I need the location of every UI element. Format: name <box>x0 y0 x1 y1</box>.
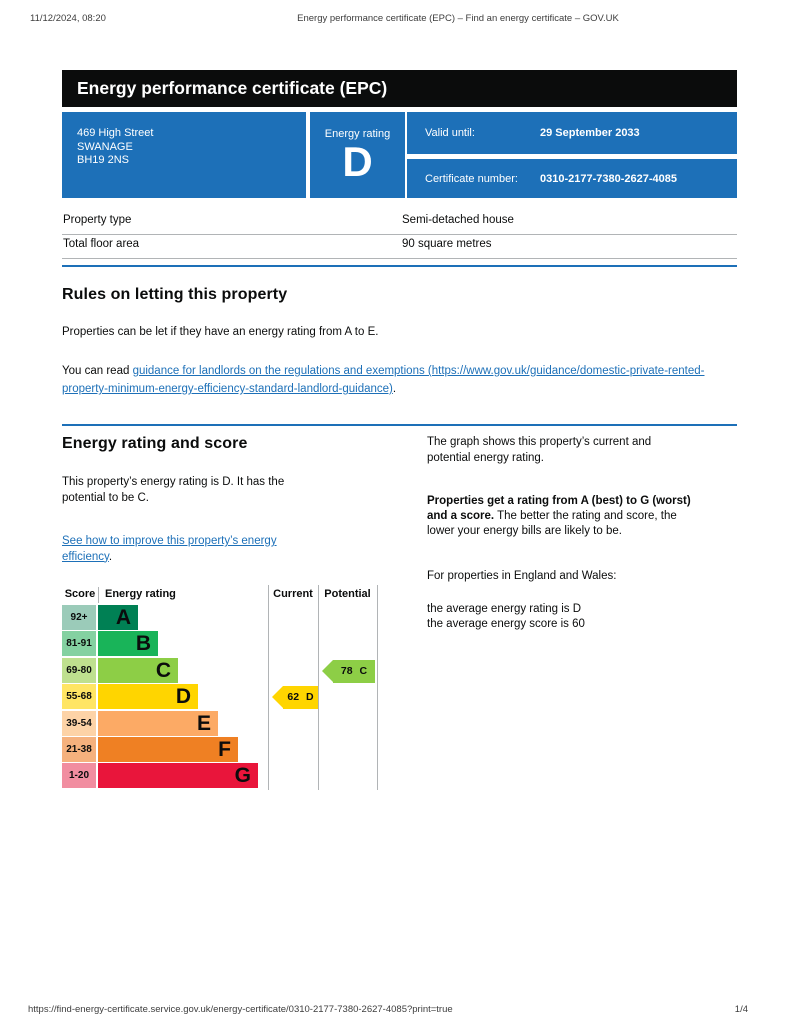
table-row <box>62 234 737 259</box>
address-line-1: 469 High Street <box>77 127 154 139</box>
potential-band: C <box>359 665 368 677</box>
rating-bar-c: C <box>98 658 178 683</box>
current-rating-arrow <box>272 686 318 709</box>
score-range-cell: 81-91 <box>62 631 96 656</box>
section-divider <box>62 424 737 426</box>
rating-summary-line2: potential to be C. <box>62 491 149 504</box>
rating-band-row-b <box>62 631 380 656</box>
chart-potential-header: Potential <box>324 588 371 600</box>
chart-rating-header: Energy rating <box>105 588 176 600</box>
average-rating-line: the average energy rating is D <box>427 603 582 615</box>
rating-band-row-a <box>62 605 380 630</box>
score-range-cell: 69-80 <box>62 658 96 683</box>
improve-efficiency-link[interactable]: See how to improve this property’s energy <box>62 535 277 547</box>
rating-explainer-bold2: and a score. <box>427 509 495 522</box>
graph-intro-line2: potential energy rating. <box>427 451 544 464</box>
valid-until-label: Valid until: <box>425 127 475 139</box>
rating-bar-f: F <box>98 737 238 762</box>
section-divider <box>62 265 737 267</box>
certificate-number-value: 0310-2177-7380-2627-4085 <box>540 172 678 185</box>
rating-explainer-bold1: Properties get a rating from A (best) to G (worst) <box>427 495 691 507</box>
floor-area-value: 90 square metres <box>402 238 492 250</box>
chart-current-header: Current <box>273 588 313 600</box>
graph-intro-paragraph <box>427 435 742 466</box>
potential-score: 78 <box>340 665 353 677</box>
rating-bar-d: D <box>98 684 198 709</box>
rating-bands <box>62 605 380 790</box>
certificate-banner-title: Energy performance certificate (EPC) <box>77 78 388 98</box>
chart-score-header: Score <box>64 588 96 600</box>
current-band: D <box>306 691 314 704</box>
rating-band-row-e <box>62 711 380 736</box>
table-row <box>62 210 737 235</box>
chart-header-divider <box>98 587 99 603</box>
property-address-box <box>62 112 306 198</box>
rules-guidance-suffix: . <box>392 383 397 395</box>
rating-bar-b: B <box>98 631 158 656</box>
current-arrow-tip-icon <box>272 686 283 708</box>
score-range-cell: 21-38 <box>62 737 96 762</box>
rules-heading: Rules on letting this property <box>62 286 288 303</box>
improve-efficiency-link-line2[interactable]: efficiency <box>62 550 109 563</box>
rating-band-row-d <box>62 684 380 709</box>
rating-summary-paragraph <box>62 475 342 506</box>
property-type-value: Semi-detached house <box>402 214 514 226</box>
score-range-cell: 1-20 <box>62 763 96 788</box>
address-line-3: BH19 2NS <box>77 154 129 166</box>
rules-guidance-prefix: You can read <box>62 365 133 377</box>
potential-arrow-tip-icon <box>322 660 333 682</box>
certificate-number-label: Certificate number: <box>425 172 518 185</box>
rating-bar-a: A <box>98 605 138 630</box>
print-page-title: Energy performance certificate (EPC) – Find an energy certificate – GOV.UK <box>297 13 619 24</box>
rating-explainer-rest: The better the rating and score, the <box>494 509 677 522</box>
rating-band-row-g <box>62 763 380 788</box>
rules-paragraph: Properties can be let if they have an energy rating from A to E. <box>62 326 379 338</box>
rating-explainer-line3: lower your energy bills are likely to be. <box>427 524 622 537</box>
certificate-banner <box>62 70 737 107</box>
average-rating-paragraph <box>427 602 742 632</box>
potential-rating-arrow <box>322 660 375 683</box>
rating-explainer-paragraph <box>427 494 747 538</box>
improve-efficiency-link-block <box>62 534 342 565</box>
rating-bar-g: G <box>98 763 258 788</box>
current-score: 62 <box>287 691 300 704</box>
floor-area-label: Total floor area <box>63 238 140 250</box>
property-type-label: Property type <box>63 214 132 226</box>
epc-rating-chart <box>62 585 380 791</box>
energy-rating-box <box>310 112 405 198</box>
energy-rating-value: D <box>342 138 373 185</box>
valid-until-value: 29 September 2033 <box>540 127 640 139</box>
average-score-line: the average energy score is 60 <box>427 617 585 630</box>
score-range-cell: 55-68 <box>62 684 96 709</box>
certificate-summary <box>62 112 737 198</box>
print-footer-url: https://find-energy-certificate.service.gov.uk/energy-certificate/0310-2177-7380-2627-4085?print=true <box>28 1004 453 1015</box>
energy-rating-label: Energy rating <box>324 128 391 140</box>
rating-bar-e: E <box>98 711 218 736</box>
valid-until-box <box>407 112 737 154</box>
graph-intro-line1: The graph shows this property’s current and <box>427 436 652 448</box>
england-wales-paragraph: For properties in England and Wales: <box>427 570 617 582</box>
rating-band-row-f <box>62 737 380 762</box>
print-page-indicator: 1/4 <box>734 1004 748 1015</box>
improve-link-suffix: . <box>108 550 113 563</box>
score-range-cell: 92+ <box>62 605 96 630</box>
rating-heading: Energy rating and score <box>62 435 248 452</box>
certificate-number-box <box>407 159 737 198</box>
landlord-guidance-link[interactable]: guidance for landlords on the regulations and exemptions (https://www.gov.uk/guidance/domestic-private-rented-property-minimum-energy-efficiency-standard-landlord-guidance) <box>62 365 705 395</box>
print-timestamp: 11/12/2024, 08:20 <box>30 13 106 24</box>
score-range-cell: 39-54 <box>62 711 96 736</box>
rules-guidance-paragraph <box>62 362 717 398</box>
rating-summary-line1: This property’s energy rating is D. It has the <box>62 476 285 488</box>
address-line-2: SWANAGE <box>77 140 133 153</box>
